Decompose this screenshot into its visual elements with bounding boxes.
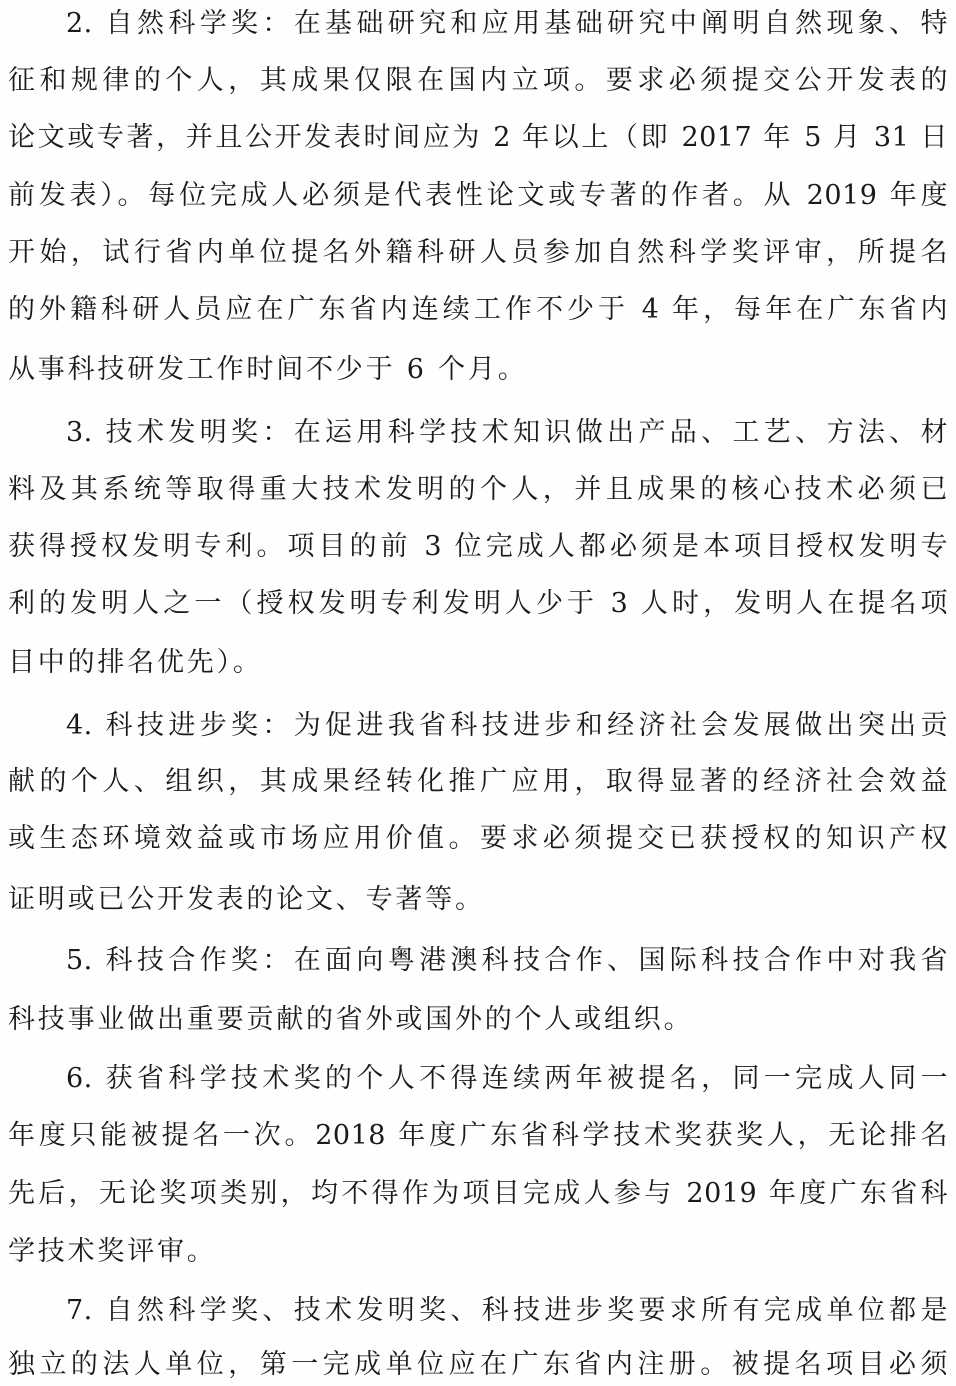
text-line: 2. 自然科学奖：在基础研究和应用基础研究中阐明自然现象、特 [66,8,948,39]
text-line: 料及其系统等取得重大技术发明的个人，并且成果的核心技术必须已 [8,474,948,505]
text-line: 的外籍科研人员应在广东省内连续工作不少于 4 年，每年在广东省内 [8,294,948,325]
text-line: 年度只能被提名一次。2018 年度广东省科学技术奖获奖人，无论排名 [8,1120,948,1151]
text-line: 利的发明人之一（授权发明专利发明人少于 3 人时，发明人在提名项 [8,588,948,619]
text-line: 5. 科技合作奖：在面向粤港澳科技合作、国际科技合作中对我省 [66,945,948,976]
text-line: 证明或已公开发表的论文、专著等。 [8,884,485,915]
text-line: 先后，无论奖项类别，均不得作为项目完成人参与 2019 年度广东省科 [8,1178,948,1209]
text-line: 从事科技研发工作时间不少于 6 个月。 [8,354,528,385]
text-line: 学技术奖评审。 [8,1236,217,1267]
text-line: 6. 获省科学技术奖的个人不得连续两年被提名，同一完成人同一 [66,1063,948,1094]
text-line: 征和规律的个人，其成果仅限在国内立项。要求必须提交公开发表的 [8,65,948,96]
text-line: 3. 技术发明奖：在运用科学技术知识做出产品、工艺、方法、材 [66,417,948,448]
text-line: 前发表）。每位完成人必须是代表性论文或专著的作者。从 2019 年度 [8,180,948,211]
text-line: 目中的排名优先）。 [8,647,263,678]
text-line: 独立的法人单位，第一完成单位应在广东省内注册。被提名项目必须 [8,1349,948,1380]
text-line: 获得授权发明专利。项目的前 3 位完成人都必须是本项目授权发明专 [8,531,948,562]
text-line: 7. 自然科学奖、技术发明奖、科技进步奖要求所有完成单位都是 [66,1295,948,1326]
text-line: 4. 科技进步奖：为促进我省科技进步和经济社会发展做出突出贡 [66,710,948,741]
text-line: 或生态环境效益或市场应用价值。要求必须提交已获授权的知识产权 [8,823,948,854]
text-line: 开始，试行省内单位提名外籍科研人员参加自然科学奖评审，所提名 [8,237,948,268]
text-line: 科技事业做出重要贡献的省外或国外的个人或组织。 [8,1004,694,1035]
text-line: 论文或专著，并且公开发表时间应为 2 年以上（即 2017 年 5 月 31 日 [8,122,948,153]
text-line: 献的个人、组织，其成果经转化推广应用，取得显著的经济社会效益 [8,766,948,797]
